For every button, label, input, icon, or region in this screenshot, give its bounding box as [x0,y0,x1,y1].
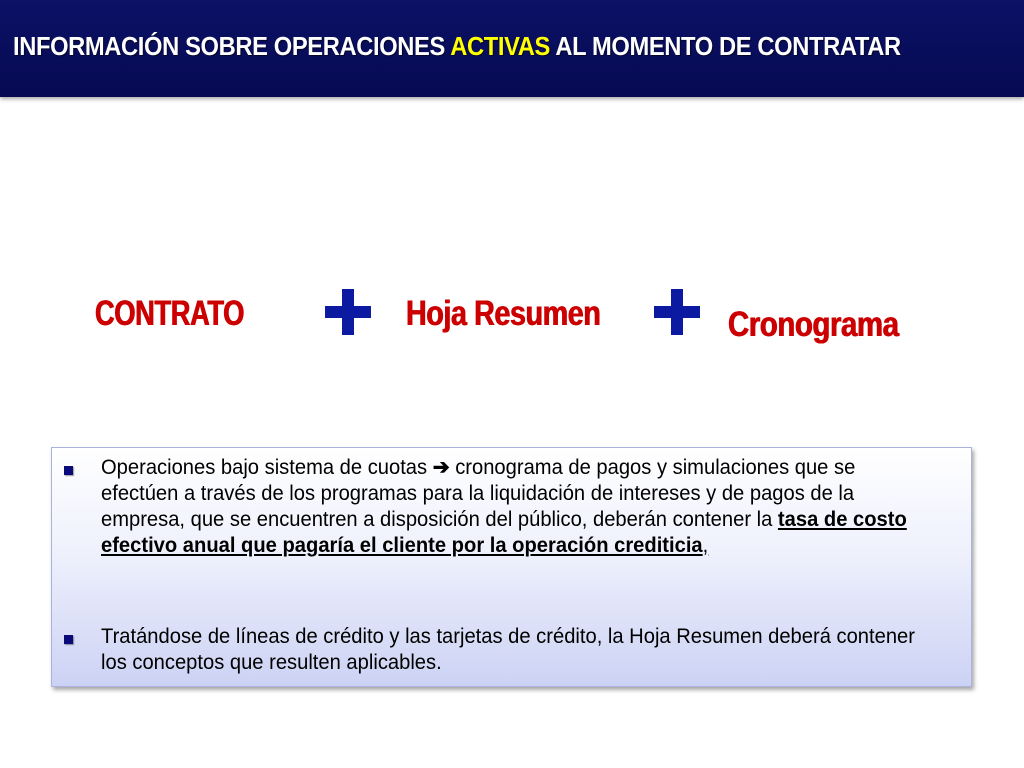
slide-title [13,33,948,62]
right-arrow-icon: ➔ [432,456,450,479]
term-contrato: CONTRATO [95,294,245,333]
term-cronograma: Cronograma [728,305,899,344]
plus-icon [654,289,700,335]
title-part-1: INFORMACIÓN SOBRE OPERACIONES [13,33,451,61]
square-bullet-icon [64,635,73,644]
square-bullet-icon [64,466,73,475]
title-bar [0,0,1024,97]
bullet-text-lineas-credito: Tratándose de líneas de crédito y las tarjetas de crédito, la Hoja Resumen deberá contener los conceptos que resulten aplicables. [101,625,915,674]
title-part-2: AL MOMENTO DE CONTRATAR [549,33,901,61]
bullet-emphasis-tcea: tasa de costo efectivo anual que pagaría el cliente por la operación crediticia [101,508,907,557]
bullet-trailing-comma: , [702,534,709,557]
bullet-list-box [51,447,972,687]
bullet-text-start: Operaciones bajo sistema de cuotas [101,456,433,479]
plus-icon [325,289,371,335]
bullet-text-middle: cronograma de pagos y simulaciones que se efectúen a través de los programas para la liquidación de intereses y de pagos de la empresa, que se encuentren a disposición del público, deberán contener la [101,456,856,531]
title-highlight: ACTIVAS [450,33,550,61]
bullet-text-cuotas [101,455,936,559]
term-hoja-resumen: Hoja Resumen [406,294,601,333]
